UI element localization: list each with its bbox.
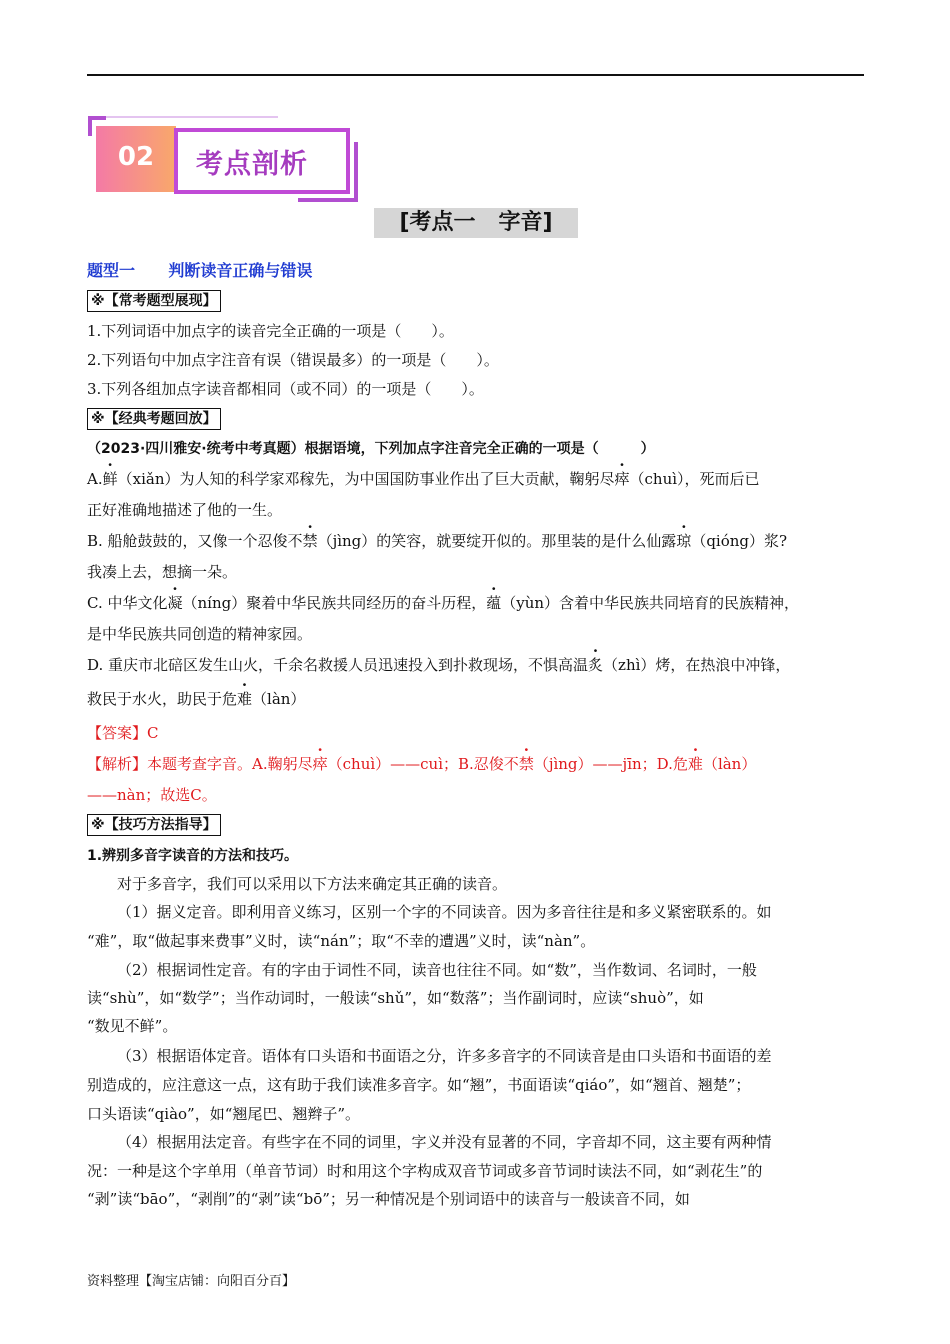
dotted-char: 鲜 <box>102 470 118 488</box>
option-d-line1: D. 重庆市北碚区发生山火，千余名救援人员迅速投入到扑救现场，不惧高温炙（zhì）烤，在热浪中冲锋， <box>87 656 791 674</box>
badge-title-frame <box>174 128 350 194</box>
skill-line: 读“shù”，如“数学”；当作动词时，一般读“shǔ”，如“数落”；当作副词时，应读“shuò”，如 <box>87 989 704 1007</box>
dotted-char: 琼 <box>676 532 692 550</box>
dotted-char: 凝 <box>167 594 183 612</box>
option-b-line2: 我凑上去，想摘一朵。 <box>87 563 238 581</box>
box-heading-classic: ※【经典考题回放】 <box>87 408 221 430</box>
footer: 资料整理【淘宝店铺：向阳百分百】 <box>87 1274 296 1289</box>
option-c-line2: 是中华民族共同创造的精神家园。 <box>87 625 313 643</box>
skill-line: （3）根据语体定音。语体有口头语和书面语之分，许多多音字的不同读音是由口头语和书面语的差 <box>117 1047 772 1065</box>
badge-decor-line <box>88 116 278 118</box>
badge-corner <box>88 116 92 136</box>
skill-line: 况：一种是这个字单用（单音节词）时和用这个字构成双音节词或多音节词时读法不同，如“剥花生”的 <box>87 1162 763 1180</box>
section-title: [考点一 字音] <box>374 208 578 238</box>
option-b-line1: B. 船舱鼓鼓的，又像一个忍俊不禁（jìng）的笑容，就要绽开似的。那里装的是什么仙露琼（qióng）浆? <box>87 532 788 550</box>
skill-line: （4）根据用法定音。有些字在不同的词里，字义并没有显著的不同，字音却不同，这主要有两种情 <box>117 1133 772 1151</box>
section-badge <box>88 114 358 202</box>
question-stem: （2023·四川雅安·统考中考真题）根据语境，下列加点字注音完全正确的一项是（ ） <box>87 441 655 457</box>
option-d-line2: 救民于水火，助民于危难（làn） <box>87 690 306 708</box>
common-item: 2.下列语句中加点字注音有误（错误最多）的一项是（ ）。 <box>87 351 499 369</box>
dotted-char: 禁 <box>518 755 534 773</box>
badge-number: 02 <box>117 142 155 172</box>
badge-corner <box>298 198 358 202</box>
dotted-char: 难 <box>237 690 253 708</box>
skill-heading: 1.辨别多音字读音的方法和技巧。 <box>87 848 299 864</box>
option-c-line1: C. 中华文化凝（níng）聚着中华民族共同经历的奋斗历程，蕴（yùn）含着中华民族共同培育的民族精神， <box>87 594 800 612</box>
skill-line: 对于多音字，我们可以采用以下方法来确定其正确的读音。 <box>117 875 508 893</box>
dotted-char: 瘁 <box>614 470 630 488</box>
answer-line: 【答案】C <box>87 724 159 742</box>
skill-line: “难”，取“做起事来费事”义时，读“nán”；取“不幸的遭遇”义时，读“nàn”。 <box>87 932 596 950</box>
top-rule <box>87 74 864 76</box>
badge-title: 考点剖析 <box>196 149 308 180</box>
analysis-line1: 【解析】本题考查字音。A.鞠躬尽瘁（chuì）——cuì；B.忍俊不禁（jìng）——jīn；D.危难（làn） <box>87 755 757 773</box>
dotted-char: 瘁 <box>312 755 328 773</box>
type-heading: 题型一 判断读音正确与错误 <box>87 261 313 280</box>
dotted-char: 炙 <box>588 656 604 674</box>
option-a-line2: 正好准确地描述了他的一生。 <box>87 501 283 519</box>
box-heading-common: ※【常考题型展现】 <box>87 290 221 312</box>
skill-line: （2）根据词性定音。有的字由于词性不同，读音也往往不同。如“数”，当作数词、名词时，一般 <box>117 961 757 979</box>
common-item: 3.下列各组加点字读音都相同（或不同）的一项是（ ）。 <box>87 380 484 398</box>
box-heading-skill: ※【技巧方法指导】 <box>87 814 221 836</box>
skill-line: “剥”读“bāo”，“剥削”的“剥”读“bō”；另一种情况是个别词语中的读音与一般读音不同，如 <box>87 1190 690 1208</box>
dotted-char: 禁 <box>302 532 318 550</box>
badge-number-block <box>96 126 176 192</box>
dotted-char: 难 <box>687 755 703 773</box>
dotted-char: 蕴 <box>486 594 502 612</box>
analysis-line2: ——nàn；故选C。 <box>87 786 217 804</box>
skill-line: 口头语读“qiào”，如“翘尾巴、翘辫子”。 <box>87 1105 361 1123</box>
skill-line: “数见不鲜”。 <box>87 1017 178 1035</box>
option-a-line1: A.鲜（xiǎn）为人知的科学家邓稼先，为中国国防事业作出了巨大贡献，鞠躬尽瘁（chuì），死而后已 <box>87 470 760 488</box>
badge-corner <box>354 142 358 202</box>
skill-line: （1）据义定音。即利用音义练习，区别一个字的不同读音。因为多音往往是和多义紧密联系的。如 <box>117 903 772 921</box>
skill-line: 别造成的，应注意这一点，这有助于我们读准多音字。如“翘”，书面语读“qiáo”，如“翘首、翘楚”； <box>87 1076 751 1094</box>
common-item: 1.下列词语中加点字的读音完全正确的一项是（ ）。 <box>87 322 454 340</box>
